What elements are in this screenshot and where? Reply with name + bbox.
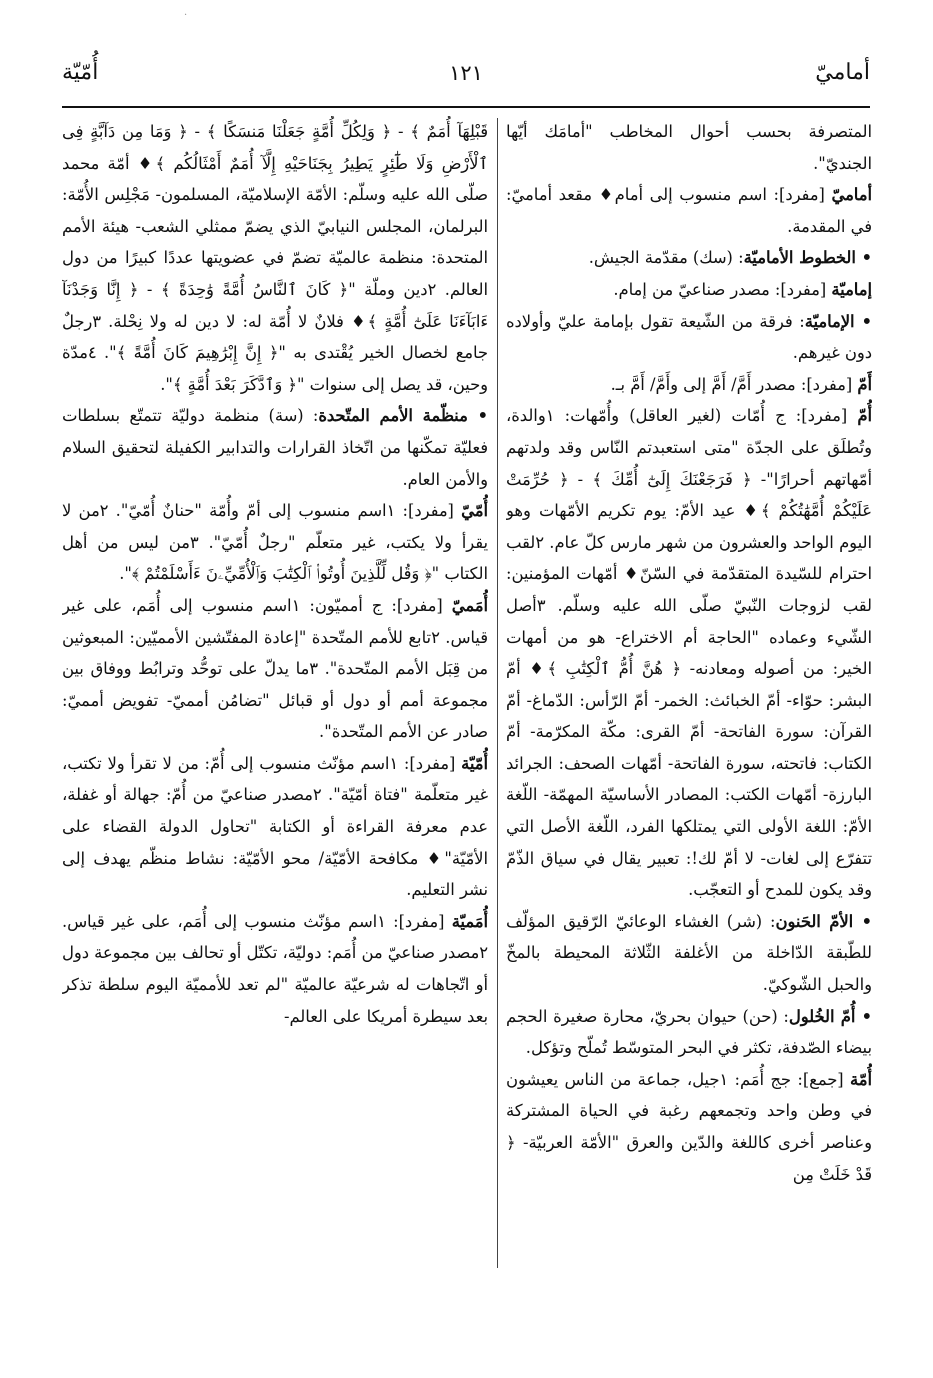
scan-mark: · — [184, 10, 188, 21]
entry-headword: • الإماميّة — [804, 311, 872, 331]
entry-headword: أماميّ — [831, 185, 872, 205]
entry — [506, 274, 872, 306]
entry-headword: • منظّمة الأمم المتّحدة — [318, 406, 488, 426]
entry — [62, 906, 488, 1032]
entry-text: : فرقة من الشّيعة تقول بإمامة عليّ وأولاده دون غيرهم. — [506, 311, 872, 363]
header-rule — [62, 106, 870, 108]
entry-headword: • الأمّ الحَنون — [775, 911, 872, 931]
entry-text: : (حن) حيوان بحريّ، محارة صغيرة الحجم بيضاء الصّدفة، تكثر في البحر المتوسّط تُملّح وتؤكل. — [506, 1006, 872, 1058]
entry — [62, 400, 488, 495]
entry-text: [مفرد]: ج أُمّات (لغير العاقل) وأُمّهات: ١والدة، وتُطلَق على الجدّة "متى استعبدتم النّاس وقد ولدتهم أمّهاتهم أحرارًا"- ﴿ فَرَجَعْنَكَ إِلَىٰٓ أُمِّكَ ﴾ - ﴿ حُرِّمَتْ عَلَيْكُمْ أُمَّهَٰتُكُمْ ﴾♦ عيد الأمّ: يوم تكريم الأمّهات وهو اليوم الواحد والعشرون من شهر مارس كلّ عام. ٢لقب احترام للسّيدة المتقدّمة في السّنّ♦ أمّهات المؤمنين: لقب لزوجات النّبيّ صلّى الله عليه وسلّم. ٣أصل الشّيء وعماده "الحاجة أم الاختراع- هو من أمهات الخير: من أصوله ومعادنه- ﴿ هُنَّ أُمُّ ٱلْكِتَٰبِ ﴾♦ أمّ البشر: حوّاء- أمّ الخبائث: الخمر- أمّ الرّأس: الدّماغ- أمّ القرآن: سورة الفاتحة- أمّ القرى: مكّة المكرّمة- أمّ الكتاب: فاتحته، سورة الفاتحة- أمّهات الصحف: الجرائد البارزة- أمّهات الكتب: المصادر الأساسيّة المهمّة- اللّغة الأمّ: اللغة الأولى التي يمتلكها الفرد، اللّغة الأصل التي تتفرّع إلى لغات- لا أمّ لك!: تعبير يقال في سياق الذّمّ وقد يكون للمدح أو التعجّب. — [506, 406, 872, 900]
entry — [506, 1001, 872, 1064]
entry — [506, 906, 872, 1001]
entry-text: [مفرد]: ١اسم مؤنّث منسوب إلى أُمّ: من لا تقرأ ولا تكتب، غير متعلّمة "فتاة أمّيّة". ٢مصدر صناعيّ من أُمّ: جهالة أو غفلة، عدم معرفة القراءة أو الكتابة "تحاول الدولة القضاء على الأمّيّة"♦ مكافحة الأمّيّة/ محو الأمّيّة: نشاط منظّم يهدف إلى نشر التعليم. — [62, 753, 488, 900]
right-column — [506, 116, 872, 1276]
entry-text: [مفرد]: مصدر أَمَّ/ أَمَّ إلى وأَمَّ/ أَمَّ بـ. — [610, 374, 858, 394]
entry — [506, 306, 872, 369]
page-header — [62, 52, 870, 102]
entry-text: [مفرد]: ١اسم منسوب إلى أمّ وأُمّة "حنانٌ أُمّيّ". ٢من لا يقرأ ولا يكتب، غير متعلّم "رجلٌ أُمّيّ". ٣من ليس من أهل الكتاب "﴿ وَقُل لِّلَّذِينَ أُوتُوا۟ ٱلْكِتَٰبَ وَٱلْأُمِّيِّۦنَ ءَأَسْلَمْتُمْ ﴾". — [62, 501, 488, 584]
entry-headword: أُمّيّ — [461, 501, 488, 521]
entry — [506, 116, 872, 179]
entry — [506, 400, 872, 906]
entry-text: [جمع]: جج أُمَم: ١جيل، جماعة من الناس يعيشون في وطن واحد وتجمعهم رغبة في الحياة المشتركة وعناصر أخرى كاللغة والدّين والعرق "الأمّة العربيّة- ﴿ قَدْ خَلَتْ مِن — [506, 1069, 872, 1184]
entry-text: : (سة) منظمة دوليّة تتمتّع بسلطات فعليّة تمكّنها من اتّخاذ القرارات والتدابير الكفيلة لتحقيق السلام والأمن العام. — [62, 406, 488, 489]
entry-headword: إماميّة — [831, 279, 872, 299]
entry — [506, 369, 872, 401]
entry — [62, 116, 488, 400]
entry-headword: • أُمّ الخُلول — [788, 1006, 872, 1026]
left-guide-word: أُمّيّة — [62, 60, 99, 85]
entry-headword: أُمّيّة — [461, 753, 488, 773]
column-divider — [497, 118, 498, 1268]
entry — [506, 179, 872, 242]
entry-text: [مفرد]: مصدر صناعيّ من إمام. — [613, 279, 832, 299]
entry — [506, 242, 872, 274]
entry — [62, 495, 488, 590]
entry-headword: أَمّ — [857, 374, 872, 394]
entry-text: [مفرد]: ١اسم مؤنّث منسوب إلى أُمَم، على غير قياس. ٢مصدر صناعيّ من أُمَم: دوليّة، تكتّل أو تحالف بين مجموعة دول أو اتّجاهات له شرعيّة عالميّة "لم تعد للأمميّة اليوم سلطة تذكر بعد سيطرة أمريكا على العالم- — [62, 911, 488, 1026]
entry-headword: أُمّ — [857, 406, 872, 426]
entry-text: قَبْلِهَآ أُمَمٌ ﴾ - ﴿ وَلِكُلِّ أُمَّةٍ جَعَلْنَا مَنسَكًا ﴾ - ﴿ وَمَا مِن دَآبَّةٍ فِى ٱلْأَرْضِ وَلَا طَٰٓئِرٍ يَطِيرُ بِجَنَاحَيْهِ إِلَّآ أُمَمٌ أَمْثَالُكُم ﴾♦ أمّة محمد صلّى الله عليه وسلّم: الأمّة الإسلاميّة، المسلمون- مَجْلِس الأُمّة: البرلمان، المجلس النيابيّ الذي يضمّ ممثلي الشعب- هيئة الأمم المتحدة: منظمة عالميّة تضمّ في عضويتها عددًا كبيرًا من دول العالم. ٢دين وملّة "﴿ كَانَ ٱلنَّاسُ أُمَّةً وَٰحِدَةً ﴾ - ﴿ إِنَّا وَجَدْنَآ ءَابَآءَنَا عَلَىٰٓ أُمَّةٍ ﴾♦ فلانٌ لا أُمّة له: لا دين له ولا نِحْلة. ٣رجلٌ جامع لخصال الخير يُقْتدى به "﴿ إِنَّ إِبْرَٰهِيمَ كَانَ أُمَّةً ﴾". ٤مدّة وحين، قد يصل إلى سنوات "﴿ وَٱدَّكَرَ بَعْدَ أُمَّةٍ ﴾". — [62, 122, 488, 394]
entry — [62, 590, 488, 748]
entry-text: [مفرد]: اسم منسوب إلى أمام♦ مقعد أماميّ: في المقدمة. — [506, 185, 872, 236]
entry-headword: أُمّة — [850, 1069, 872, 1089]
page-number: ١٢١ — [449, 61, 483, 85]
entry-headword: • الخطوط الأماميّة — [743, 248, 872, 268]
entry-headword: أُمَميّ — [451, 595, 488, 615]
left-column — [62, 116, 488, 1276]
entry — [506, 1064, 872, 1190]
entry-headword: أُمَميّة — [451, 911, 488, 931]
entry — [62, 748, 488, 906]
entry-text: : (شر) الغشاء الوعائيّ الرّقيق المؤلّف للطّبقة الدّاخلة من الأغلفة الثّلاثة المحيطة بالمخّ والحبل الشّوكيّ. — [506, 911, 872, 995]
entry-text: المتصرفة بحسب أحوال المخاطب "أمامَك أيّها الجنديّ". — [506, 122, 872, 173]
entry-text: : (سك) مقدّمة الجيش. — [588, 248, 744, 268]
right-guide-word: أماميّ — [815, 60, 870, 85]
entry-text: [مفرد]: ج أمميّون: ١اسم منسوب إلى أُمَم، على غير قياس. ٢تابع للأمم المتّحدة "إعادة المفتّشين الأمميّين: المبعوثين من قِبَل الأمم المتّحدة". ٣ما يدلّ على توحُّد وترابُط ووفاق بين مجموعة أمم أو دول أو قبائل "تضامُن أمميّ- تفويض أمميّ: صادر عن الأمم المتّحدة". — [62, 595, 488, 742]
